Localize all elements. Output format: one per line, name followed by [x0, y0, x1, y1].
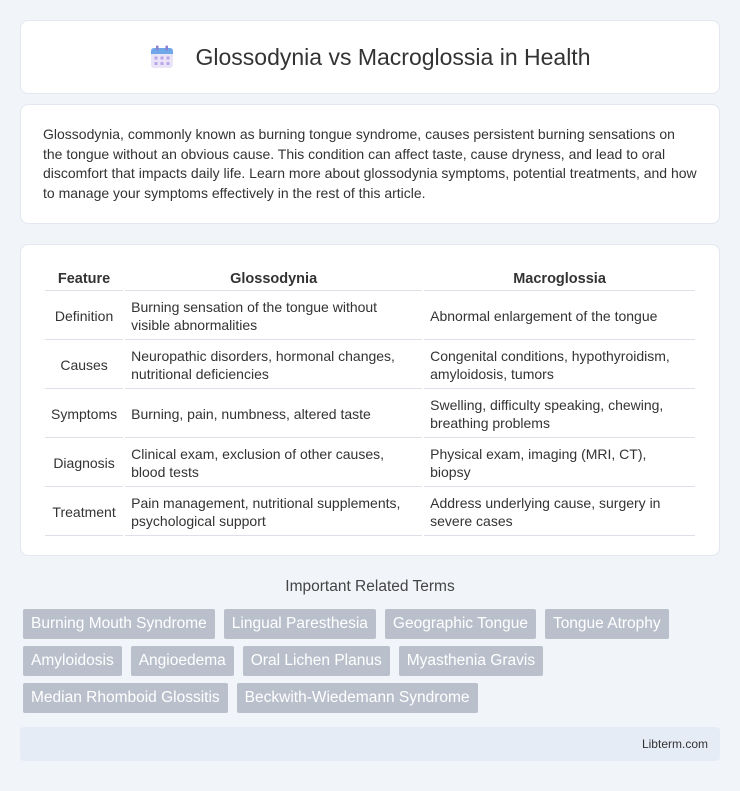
table-row [45, 293, 695, 340]
feature-cell: Treatment [45, 489, 123, 536]
header-card [20, 20, 720, 94]
macroglossia-cell: Physical exam, imaging (MRI, CT), biopsy [424, 440, 695, 487]
comparison-card [20, 244, 720, 556]
related-term-tag[interactable]: Burning Mouth Syndrome [23, 609, 215, 639]
macroglossia-cell: Abnormal enlargement of the tongue [424, 293, 695, 340]
related-term-tag[interactable]: Myasthenia Gravis [399, 646, 543, 676]
feature-cell: Definition [45, 293, 123, 340]
feature-cell: Diagnosis [45, 440, 123, 487]
feature-cell: Symptoms [45, 391, 123, 438]
related-term-tag[interactable]: Median Rhomboid Glossitis [23, 683, 228, 713]
related-term-tag[interactable]: Angioedema [131, 646, 234, 676]
glossodynia-cell: Burning sensation of the tongue without visible abnormalities [125, 293, 422, 340]
table-header-row [45, 267, 695, 291]
table-row [45, 489, 695, 536]
macroglossia-cell: Swelling, difficulty speaking, chewing, breathing problems [424, 391, 695, 438]
related-terms-list [23, 609, 723, 713]
comparison-table [43, 265, 697, 538]
header-macroglossia: Macroglossia [424, 267, 695, 291]
macroglossia-cell: Address underlying cause, surgery in severe cases [424, 489, 695, 536]
intro-card [20, 104, 720, 224]
table-row [45, 391, 695, 438]
table-row [45, 440, 695, 487]
glossodynia-cell: Burning, pain, numbness, altered taste [125, 391, 422, 438]
footer [20, 727, 720, 761]
header-glossodynia: Glossodynia [125, 267, 422, 291]
macroglossia-cell: Congenital conditions, hypothyroidism, amyloidosis, tumors [424, 342, 695, 389]
related-term-tag[interactable]: Oral Lichen Planus [243, 646, 390, 676]
page-title: Glossodynia vs Macroglossia in Health [195, 43, 591, 70]
header-feature: Feature [45, 267, 123, 291]
glossodynia-cell: Neuropathic disorders, hormonal changes, nutritional deficiencies [125, 342, 422, 389]
glossodynia-cell: Pain management, nutritional supplements, psychological support [125, 489, 422, 536]
table-row [45, 342, 695, 389]
glossodynia-cell: Clinical exam, exclusion of other causes, blood tests [125, 440, 422, 487]
related-term-tag[interactable]: Lingual Paresthesia [224, 609, 376, 639]
intro-text: Glossodynia, commonly known as burning tongue syndrome, causes persistent burning sensations on the tongue without an obvious cause. This condition can affect taste, cause dryness, and lead to oral discomfort that impacts daily life. Learn more about glossodynia symptoms, potential treatments, and how to manage your symptoms effectively in the rest of this article. [43, 126, 697, 201]
related-term-tag[interactable]: Tongue Atrophy [545, 609, 669, 639]
related-term-tag[interactable]: Geographic Tongue [385, 609, 536, 639]
calendar-icon [149, 44, 175, 70]
feature-cell: Causes [45, 342, 123, 389]
footer-site-link[interactable]: Libterm.com [641, 737, 708, 751]
related-term-tag[interactable]: Beckwith-Wiedemann Syndrome [237, 683, 478, 713]
related-terms-title: Important Related Terms [285, 578, 455, 595]
related-term-tag[interactable]: Amyloidosis [23, 646, 122, 676]
